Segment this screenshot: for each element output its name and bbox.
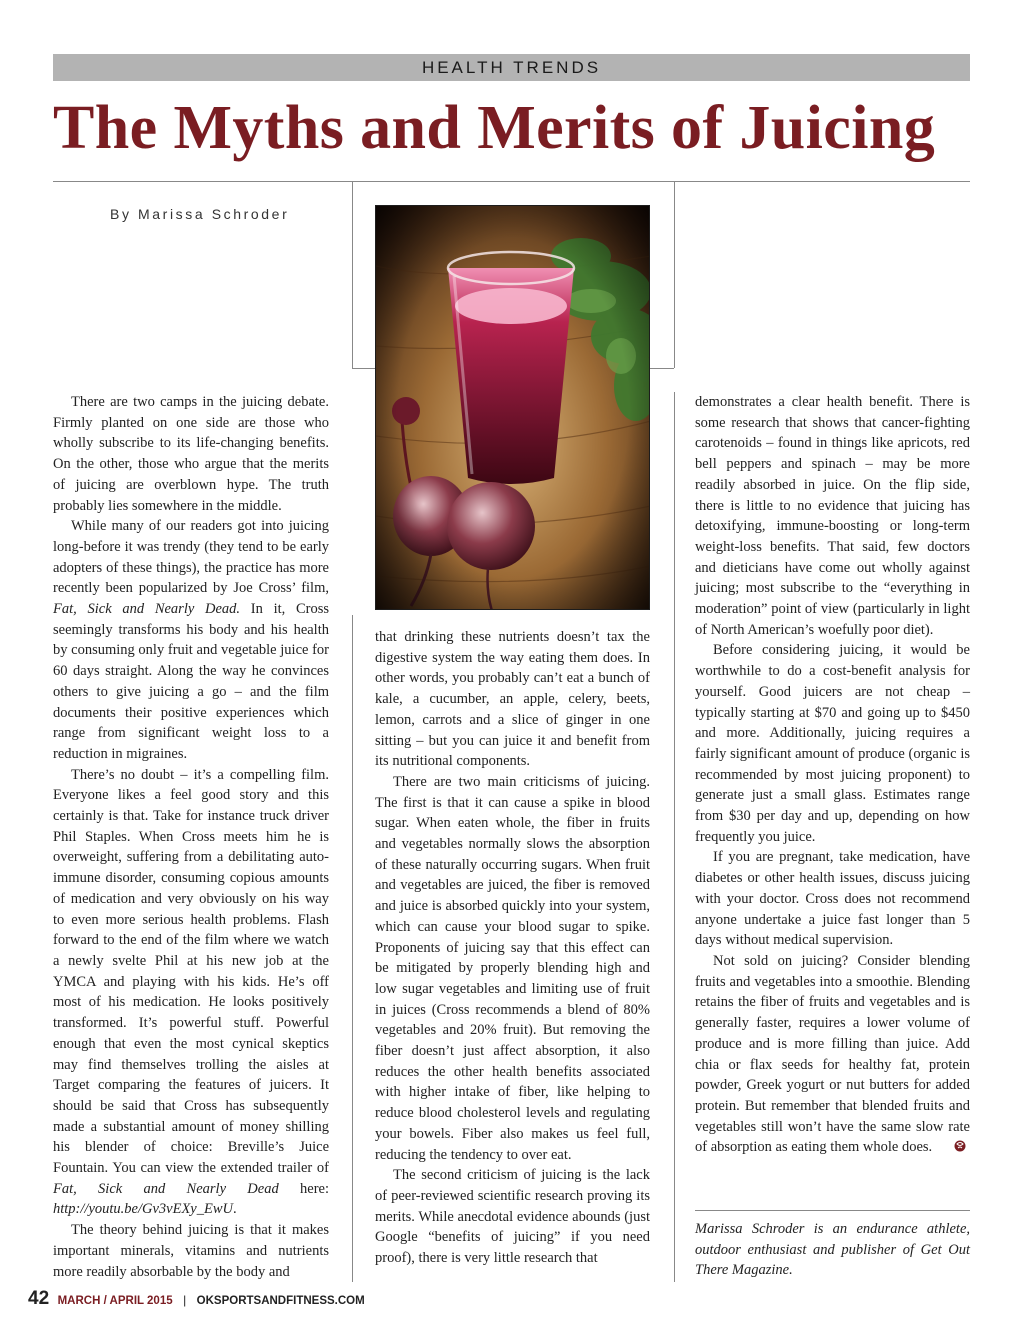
section-label: HEALTH TRENDS xyxy=(53,54,970,81)
top-box-divider-right xyxy=(674,181,675,368)
text-run: Not sold on juicing? Consider blending fruits and vegetables into a smoothie. Blending retains the fiber of fruits and vegetables and is generally faster, requires a lower volume of produce and is more filling than juice. Add chia or flax seeds for healthy fat, protein powder, Greek yogurt or nut butters for added protein. But remember that blended fruits and vegetables still won’t have the same slow rate of absorption as eating them whole does. xyxy=(695,952,970,1156)
film-title: Fat, Sick and Nearly Dead. xyxy=(53,601,241,618)
film-title: Fat, Sick and Nearly Dead xyxy=(53,1180,279,1197)
paragraph: Before considering juicing, it would be worthwhile to do a cost-benefit analysis for yourself. Good juicers are not cheap – typically starting at $70 and going up to $450 and more. Additionally, juicing requires a fairly significant amount of produce (organic is recommended by most juicing proponent) to generate just a small glass. Estimates range from $30 per day and up, depending on how frequently you juice. xyxy=(695,642,970,845)
byline: By Marissa Schroder xyxy=(110,206,290,222)
website-link[interactable]: OKSPORTSANDFITNESS.COM xyxy=(196,1295,365,1307)
article-column-1 xyxy=(53,392,329,1282)
article-headline: The Myths and Merits of Juicing xyxy=(53,94,936,162)
paragraph: If you are pregnant, take medication, have diabetes or other health issues, discuss juicing with your doctor. Cross does not recommend anyone undertake a juice fast longer than 5 days without medical supervision. xyxy=(695,849,970,949)
paragraph: The second criticism of juicing is the lack of peer-reviewed scientific research proving its merits. While anecdotal evidence abounds (just Google “benefits of juicing” if you need proof), there is very little research that xyxy=(375,1167,650,1267)
column-divider-left xyxy=(352,615,353,1282)
text-run: While many of our readers got into juicing long-before it was trendy (they tend to be early adopters of these things), the practice has more recently been popularized by Joe Cross’ film, xyxy=(53,518,329,597)
paragraph xyxy=(695,951,970,1158)
text-run: . xyxy=(233,1201,237,1218)
bio-rule xyxy=(695,1210,970,1211)
paragraph: that drinking these nutrients doesn’t tax the digestive system the way eating them does. In other words, you probably can’t eat a bunch of kale, a cucumber, an apple, celery, beets, lemon, carrots and a slice of ginger in one sitting – but you can juice it and benefit from its nutritional components. xyxy=(375,629,650,770)
paragraph xyxy=(53,765,329,1220)
paragraph: There are two camps in the juicing debate. Firmly planted on one side are those who wholly subscribe to its life-changing benefits. On the other, those who argue that the merits of juicing are overblown hype. The truth probably lies somewhere in the middle. xyxy=(53,394,329,514)
text-run: There’s no doubt – it’s a compelling film. Everyone likes a feel good story and this certainly is that. Take for instance truck driver Phil Staples. When Cross meets him he is overweight, suffering from a debilitating auto-immune disorder, consuming copious amounts of medication and very obviously on his way to even more serious health problems. Flash forward to the end of the film where we watch a newly svelte Phil at his new job at the YMCA and playing with his kids. He’s off most of his medication. He looks positively transformed. It’s powerful stuff. Powerful enough that even the most cynical skeptics may find themselves trolling the aisles at Target comparing the features of juicers. It should be said that Cross has subsequently made a substantial amount of money shilling his blender of choice: Breville’s Juice Fountain. You can view the extended trailer of xyxy=(53,766,329,1177)
footer-separator: | xyxy=(183,1293,187,1307)
article-column-3 xyxy=(695,392,970,1158)
paragraph xyxy=(53,516,329,764)
juice-glass-beets-photo xyxy=(375,205,650,610)
end-mark-icon xyxy=(936,1138,948,1150)
paragraph: The theory behind juicing is that it makes important minerals, vitamins and nutrients more readily absorbable by the body and xyxy=(53,1222,329,1280)
paragraph: There are two main criticisms of juicing. The first is that it can cause a spike in blood sugar. When eaten whole, the fiber in fruits and vegetables normally slows the absorption of these naturally occurring sugars. When fruit and vegetables are juiced, the fiber is removed and juice is absorbed quickly into your system, which can cause your blood sugar to spike. Proponents of juicing say that this effect can be mitigated by properly blending high and low sugar vegetables and limiting use of fruit in juices (Cross recommends a blend of 80% vegetables and 20% fruit). But removing the fiber doesn’t just affect absorption, it also reduces the other health benefits associated with higher intake of fiber, like helping to reduce blood cholesterol levels and regulating your bowels. Fiber also makes us feel full, reducing the tendency to over eat. xyxy=(375,773,650,1163)
article-column-2 xyxy=(375,627,650,1269)
paragraph: demonstrates a clear health benefit. There is some research that shows that cancer-fighting carotenoids – found in things like apricots, red bell peppers and spinach – may be more readily absorbed in juice. On the flip side, there is little to no evidence that juicing has detoxifying, immune-boosting or long-term weight-loss benefits. That said, few doctors and dieticians have come out wholly against juicing; most subscribe to the “everything in moderation” point of view (particularly in light of North American’s woefully poor diet). xyxy=(695,394,970,638)
page-number: 42 xyxy=(28,1288,50,1309)
author-bio: Marissa Schroder is an endurance athlete, outdoor enthusiast and publisher of Get Out There Magazine. xyxy=(695,1221,970,1279)
trailer-link[interactable]: http://youtu.be/Gv3vEXy_EwU xyxy=(53,1201,233,1218)
page-footer xyxy=(28,1288,365,1310)
top-box-divider-left xyxy=(352,181,353,368)
text-run: In it, Cross seemingly transforms his body and his health by consuming only fruit and vegetable juice for 60 days straight. Along the way he convinces others to give juicing a go – and the film documents their positive experiences which range from significant weight loss to a reduction in migraines. xyxy=(53,601,329,762)
text-run: here: xyxy=(278,1180,329,1197)
headline-rule xyxy=(53,181,970,182)
column-divider-right xyxy=(674,392,675,1282)
issue-date: MARCH / APRIL 2015 xyxy=(57,1295,173,1307)
